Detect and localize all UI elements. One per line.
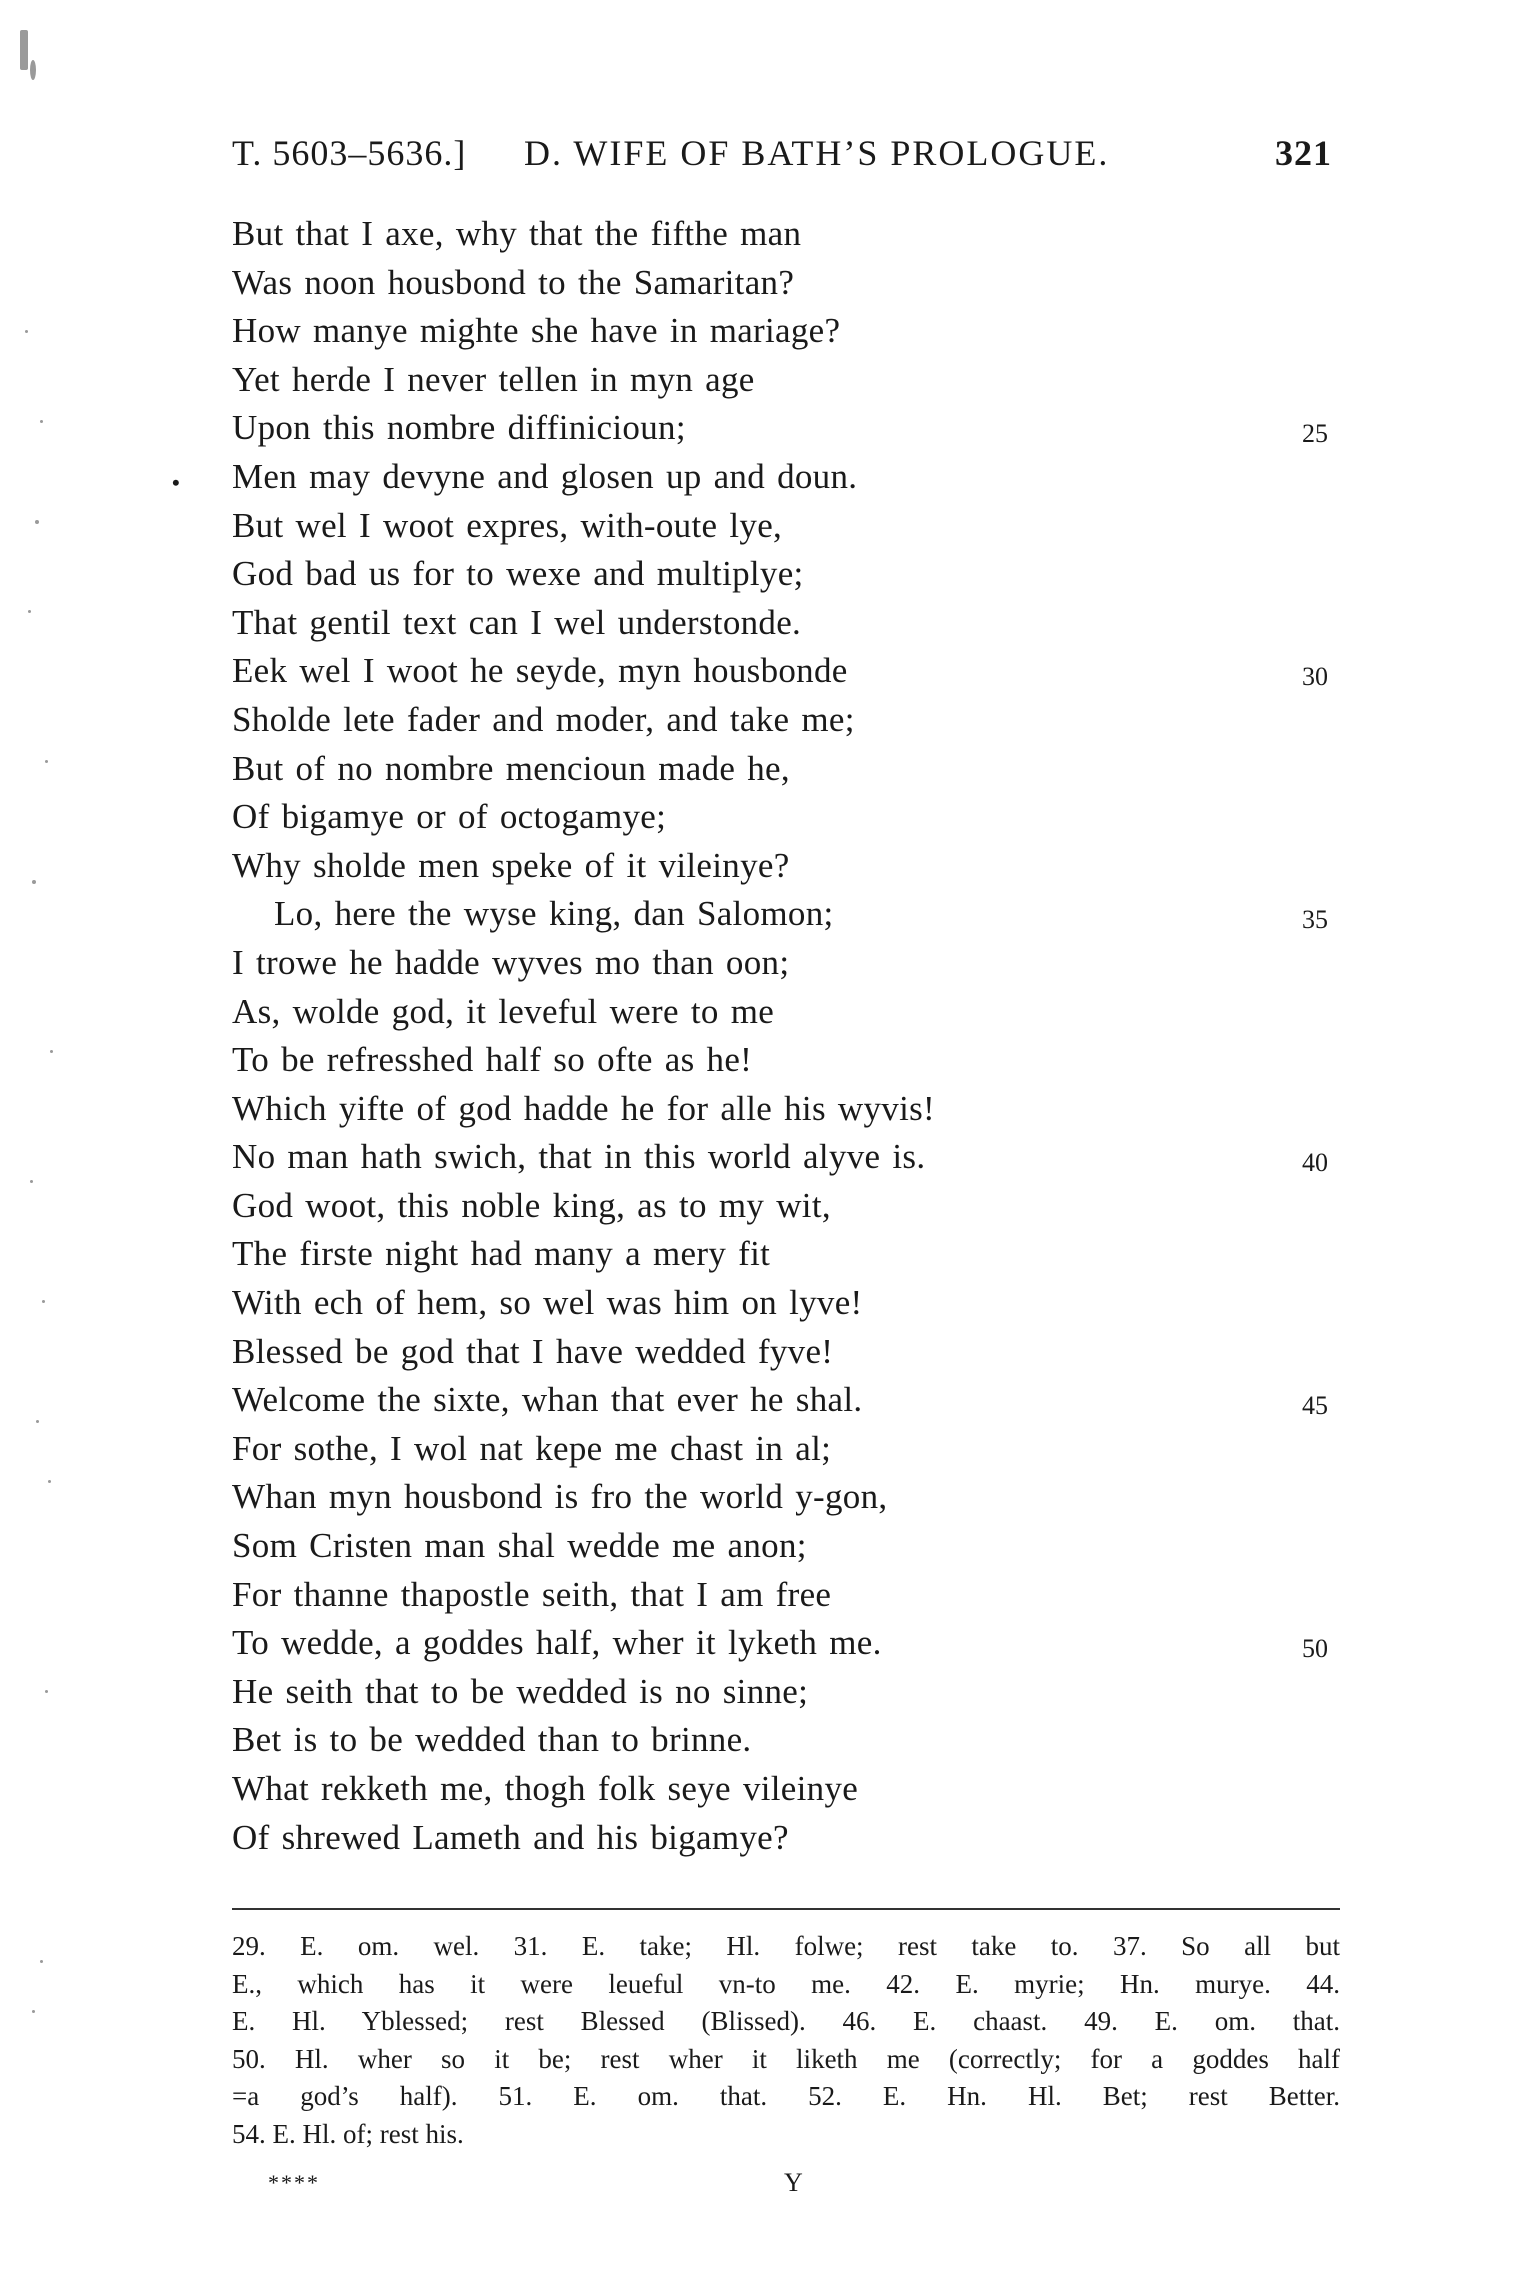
footnote-line: 54. E. Hl. of; rest his. xyxy=(232,2118,464,2149)
verse-text: Which yifte of god hadde he for alle his wyvis! xyxy=(232,1088,935,1128)
verse-line xyxy=(232,1571,1342,1620)
verse-text: Men may devyne and glosen up and doun. xyxy=(232,456,858,496)
verse-text: But of no nombre mencioun made he, xyxy=(232,748,790,788)
scan-gutter-noise xyxy=(0,0,70,2286)
verse-text: With ech of hem, so wel was him on lyve! xyxy=(232,1283,863,1323)
verse-text: To be refresshed half so ofte as he! xyxy=(232,1040,753,1080)
verse-line xyxy=(232,890,1342,939)
verse-line xyxy=(232,1182,1342,1231)
running-header xyxy=(232,132,1332,182)
verse-text: Bet is to be wedded than to brinne. xyxy=(232,1720,752,1760)
verse-text: Welcome the sixte, whan that ever he shal. xyxy=(232,1380,863,1420)
verse-line xyxy=(232,307,1342,356)
verse-text: For sothe, I wol nat kepe me chast in al; xyxy=(232,1428,832,1468)
verse-text: God woot, this noble king, as to my wit, xyxy=(232,1185,831,1225)
verse-line xyxy=(232,1473,1342,1522)
verse-line xyxy=(232,745,1342,794)
verse-line xyxy=(232,988,1342,1037)
verse-text: But wel I woot expres, with-oute lye, xyxy=(232,505,783,545)
verse-text: Som Cristen man shal wedde me anon; xyxy=(232,1526,807,1566)
verse-line xyxy=(232,1133,1342,1182)
verse-text: Was noon housbond to the Samaritan? xyxy=(232,262,795,302)
verse-text: What rekketh me, thogh folk seye vileinye xyxy=(232,1769,859,1808)
verse-text: But that I axe, why that the fifthe man xyxy=(232,214,802,253)
line-number: 40 xyxy=(1302,1148,1328,1178)
verse-line xyxy=(232,1328,1342,1377)
verse-line xyxy=(232,1279,1342,1328)
verse-line xyxy=(232,793,1342,842)
verse-line xyxy=(232,404,1342,453)
verse-block xyxy=(232,210,1342,1862)
verse-text: Why sholde men speke of it vileinye? xyxy=(232,845,790,885)
line-number: 35 xyxy=(1302,905,1328,935)
verse-line xyxy=(232,259,1342,308)
verse-text: For thanne thapostle seith, that I am free xyxy=(232,1574,832,1614)
verse-text: Upon this nombre diffinicioun; xyxy=(232,408,686,448)
verse-line xyxy=(232,1522,1342,1571)
verse-line xyxy=(232,1814,1342,1863)
page-number: 321 xyxy=(1275,133,1332,173)
footnote-line: 29. E. om. wel. 31. E. take; Hl. folwe; rest take to. 37. So all but xyxy=(232,1931,1340,1961)
verse-line xyxy=(232,1425,1342,1474)
verse-text: I trowe he hadde wyves mo than oon; xyxy=(232,942,790,982)
footnote-line: 50. Hl. wher so it be; rest wher it liketh me (correctly; for a goddes half xyxy=(232,2043,1340,2074)
verse-line xyxy=(232,939,1342,988)
verse-line xyxy=(232,647,1342,696)
verse-text: Eek wel I woot he seyde, myn housbonde xyxy=(232,651,848,691)
verse-line xyxy=(232,453,1342,502)
verse-line xyxy=(232,1765,1342,1814)
verse-text: Blessed be god that I have wedded fyve! xyxy=(232,1331,834,1371)
verse-line xyxy=(232,1619,1342,1668)
verse-line xyxy=(232,1230,1342,1279)
verse-text: God bad us for to wexe and multiplye; xyxy=(232,554,804,594)
verse-text: To wedde, a goddes half, wher it lyketh me. xyxy=(232,1623,882,1663)
section-title: D. WIFE OF BATH’S PROLOGUE. xyxy=(524,133,1110,173)
verse-text: Lo, here the wyse king, dan Salomon; xyxy=(274,894,834,934)
line-number: 30 xyxy=(1302,662,1328,692)
signature-letter: Y xyxy=(784,2168,803,2197)
verse-line xyxy=(232,502,1342,551)
line-number: 25 xyxy=(1302,419,1328,449)
footnote-line: =a god’s half). 51. E. om. that. 52. E. Hn. Hl. Bet; rest Better. xyxy=(232,2081,1340,2111)
verse-text: Whan myn housbond is fro the world y-gon, xyxy=(232,1477,888,1517)
line-number: 45 xyxy=(1302,1391,1328,1421)
verse-text: Of bigamye or of octogamye; xyxy=(232,797,667,837)
verse-text: Sholde lete fader and moder, and take me; xyxy=(232,699,855,739)
verse-line xyxy=(232,1668,1342,1717)
verse-line xyxy=(232,1036,1342,1085)
margin-mark: • xyxy=(172,470,180,495)
verse-text: Of shrewed Lameth and his bigamye? xyxy=(232,1817,789,1857)
verse-text: As, wolde god, it leveful were to me xyxy=(232,991,775,1031)
signature-mark: **** xyxy=(268,2170,320,2195)
verse-text: He seith that to be wedded is no sinne; xyxy=(232,1671,809,1711)
verse-line xyxy=(232,1376,1342,1425)
verse-line xyxy=(232,599,1342,648)
verse-text: The firste night had many a mery fit xyxy=(232,1234,771,1274)
footnote-divider xyxy=(232,1908,1340,1910)
verse-line xyxy=(232,356,1342,405)
footnotes xyxy=(232,1928,1340,2153)
verse-text: How manye mighte she have in mariage? xyxy=(232,311,841,351)
verse-line xyxy=(232,696,1342,745)
verse-text: Yet herde I never tellen in myn age xyxy=(232,359,755,399)
line-range: T. 5603–5636.] xyxy=(232,133,467,173)
verse-text: No man hath swich, that in this world alyve is. xyxy=(232,1137,926,1177)
verse-line xyxy=(232,550,1342,599)
footnote-line: E. Hl. Yblessed; rest Blessed (Blissed). 46. E. chaast. 49. E. om. that. xyxy=(232,2006,1340,2036)
verse-line xyxy=(232,1085,1342,1134)
verse-line xyxy=(232,210,1342,259)
verse-line xyxy=(232,1716,1342,1765)
verse-text: That gentil text can I wel understonde. xyxy=(232,602,802,642)
footnote-line: E., which has it were leueful vn-to me. 42. E. myrie; Hn. murye. 44. xyxy=(232,1968,1340,1999)
verse-line xyxy=(232,842,1342,891)
line-number: 50 xyxy=(1302,1634,1328,1664)
